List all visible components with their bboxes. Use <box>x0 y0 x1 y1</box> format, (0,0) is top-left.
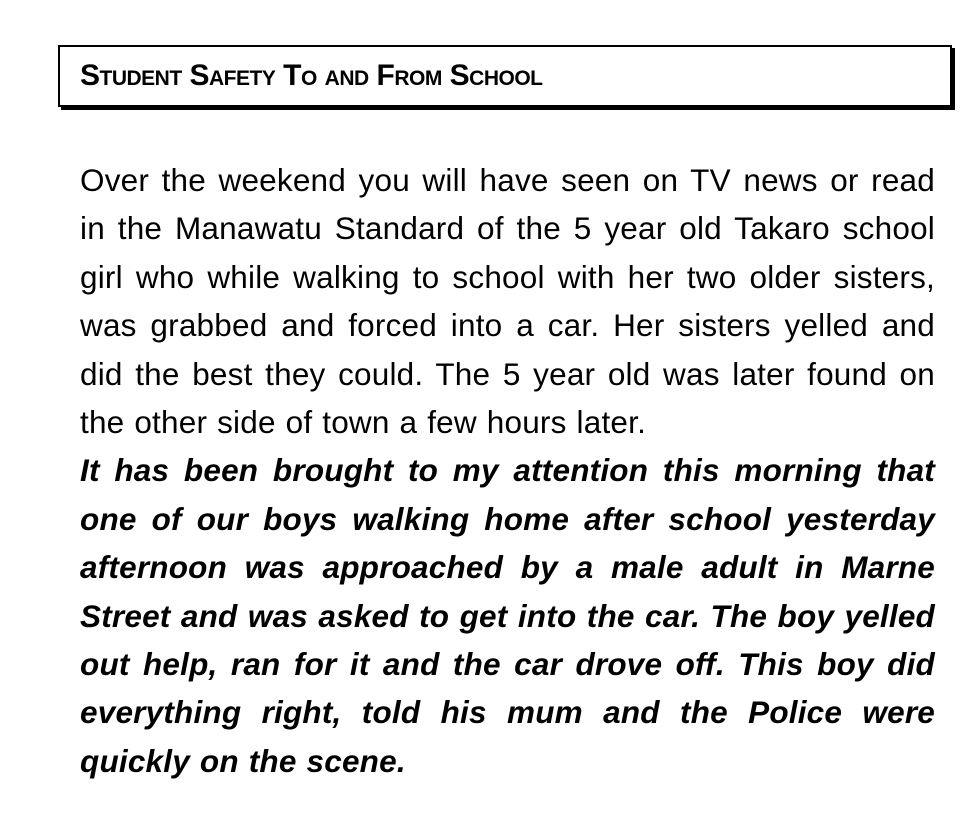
paragraph-news-report: Over the weekend you will have seen on TV news or read in the Manawatu Standard of the 5 year old Takaro school girl who while walking to school with her two older sisters, was grabbed and forced into a car. Her sisters yelled and did the best they could. The 5 year old was later found on the other side of town a few hours later. <box>80 162 935 441</box>
title-box <box>58 45 952 107</box>
article-body <box>80 156 935 785</box>
paragraph-school-incident: It has been brought to my attention this morning that one of our boys walking home after school yesterday afternoon was approached by a male adult in Marne Street and was asked to get into the car. The boy yelled out help, ran for it and the car drove off. This boy did everything right, told his mum and the Police were quickly on the scene. <box>80 452 935 779</box>
page-title: Student Safety To and From School <box>80 59 543 92</box>
